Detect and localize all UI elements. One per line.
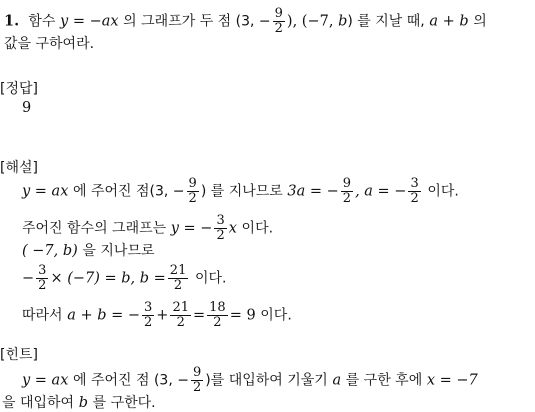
solution-line-4: − $\frac{3}{2}$ × (−7) = b, b = $\frac{21}{2}$ 이다. — [22, 263, 227, 293]
solution-line-5: 따라서 a + b = − $\frac{3}{2}$ + $\frac{21}{2}$ = $\frac{18}{2}$ = 9 이다. — [22, 300, 292, 330]
solution-line-2: 주어진 함수의 그래프는 y = − $\frac{3}{2}$ x 이다. — [22, 213, 274, 243]
fraction: $\frac{3}{2}$ — [144, 300, 153, 330]
answer-value: 9 — [22, 100, 32, 116]
variable-b: b — [338, 13, 348, 30]
fraction: $\frac{21}{2}$ — [172, 300, 189, 330]
problem-text: ) 를 지날 때, — [347, 13, 425, 30]
fraction: $\frac{9}{2}$ — [342, 176, 352, 206]
problem-expression: a + b — [429, 13, 469, 30]
fraction: $\frac{3}{2}$ — [38, 263, 47, 293]
problem-line-2: 값을 구하여라. — [4, 36, 95, 52]
hint-line-2: 을 대입하여 b 를 구한다. — [2, 395, 156, 411]
hint-line-1: y = ax 에 주어진 점 (3, − $\frac{9}{2}$ )를 대입하여 기울기 a 를 구한 후에 x = −7 — [22, 365, 478, 395]
fraction: $\frac{9}{2}$ — [192, 365, 202, 395]
fraction: $\frac{3}{2}$ — [410, 176, 419, 206]
hint-heading: [힌트] — [0, 347, 38, 363]
fraction: $\frac{21}{2}$ — [169, 263, 187, 293]
solution-heading: [해설] — [0, 160, 38, 176]
solution-line-3: ( −7, b) 을 지나므로 — [22, 243, 155, 259]
problem-text: 함수 — [28, 13, 56, 30]
problem-point: ), (−7, — [286, 13, 334, 30]
problem-line-1 — [4, 7, 487, 36]
fraction: $\frac{3}{2}$ — [216, 213, 225, 243]
solution-line-1: y = ax 에 주어진 점(3, − $\frac{9}{2}$ ) 를 지나므로 3a = − $\frac{9}{2}$ , a = − $\frac{3}{2}$ 이다. — [22, 176, 459, 206]
problem-text: 의 그래프가 두 점 (3, − — [123, 13, 271, 30]
fraction: $\frac{18}{2}$ — [209, 300, 226, 330]
problem-text: 의 — [473, 13, 487, 30]
problem-function: y = −ax — [60, 13, 119, 30]
problem-number: 1. — [4, 12, 20, 30]
answer-heading: [정답] — [0, 81, 38, 97]
fraction: $\frac{9}{2}$ — [274, 6, 283, 36]
fraction: $\frac{9}{2}$ — [188, 176, 197, 206]
